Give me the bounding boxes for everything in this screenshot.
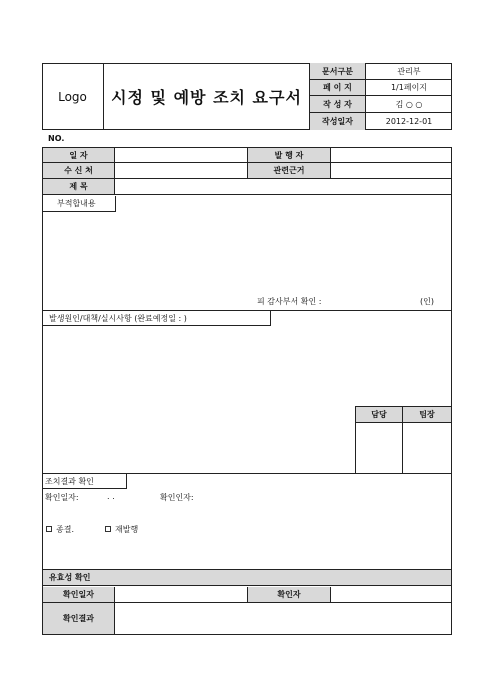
meta-label-author: 작 성 자 bbox=[310, 96, 366, 113]
nonconformity-tab: 부적합내용 bbox=[43, 196, 116, 212]
recur-checkbox[interactable] bbox=[105, 526, 111, 532]
basis-field[interactable] bbox=[331, 163, 451, 179]
validity-confirmer-label: 확인자 bbox=[247, 587, 331, 603]
recur-checkbox-label: 재발행 bbox=[115, 525, 139, 534]
date-field[interactable] bbox=[115, 148, 247, 163]
sign-leader-field[interactable] bbox=[403, 423, 451, 473]
close-checkbox[interactable] bbox=[46, 526, 52, 532]
recipient-label: 수 신 처 bbox=[43, 163, 115, 179]
validity-confirmer-field[interactable] bbox=[331, 587, 451, 603]
result-confirm-date-label: 확인일자: bbox=[45, 493, 79, 502]
issuer-label: 발 행 자 bbox=[247, 148, 331, 163]
auditee-seal-label: (인) bbox=[420, 297, 434, 306]
meta-value-page: 1/1페이지 bbox=[366, 80, 452, 96]
date-label: 일 자 bbox=[43, 148, 115, 163]
cause-tab: 발생원인/대책/실시사항 (완료예정일 : ) bbox=[43, 311, 271, 326]
meta-value-date: 2012-12-01 bbox=[385, 117, 433, 126]
logo-cell bbox=[42, 63, 104, 130]
subject-field[interactable] bbox=[115, 179, 451, 195]
auditee-confirm-label: 피 감사부서 확인 : bbox=[257, 297, 322, 306]
close-checkbox-label: 종결. bbox=[56, 525, 74, 534]
validity-date-field[interactable] bbox=[115, 587, 247, 603]
meta-label-date: 작성일자 bbox=[310, 113, 366, 130]
nonconformity-content[interactable] bbox=[43, 212, 451, 296]
meta-value-doc-type: 관리부 bbox=[366, 63, 452, 80]
doc-number-label: NO. bbox=[48, 134, 65, 143]
validity-section-title: 유효성 확인 bbox=[43, 570, 451, 586]
logo-text: Logo bbox=[58, 89, 87, 104]
meta-label-doc-type: 문서구분 bbox=[310, 63, 366, 80]
meta-label-page: 페 이 지 bbox=[310, 80, 366, 96]
sign-manager-label: 담당 bbox=[356, 407, 403, 423]
validity-result-field[interactable] bbox=[115, 603, 451, 634]
validity-date-label: 확인일자 bbox=[43, 587, 115, 603]
result-confirmer-label: 확인인자: bbox=[160, 493, 194, 502]
title-cell bbox=[104, 63, 310, 130]
result-tab: 조치결과 확인 bbox=[43, 474, 127, 489]
recipient-field[interactable] bbox=[115, 163, 247, 179]
cause-content[interactable] bbox=[43, 326, 451, 406]
sign-leader-label: 팀장 bbox=[403, 407, 451, 423]
validity-result-label: 확인결과 bbox=[43, 603, 115, 634]
result-date-dots: . . bbox=[107, 492, 115, 501]
meta-value-author: 김 ○ ○ bbox=[366, 96, 452, 113]
basis-label: 관련근거 bbox=[247, 163, 331, 179]
page-title: 시정 및 예방 조치 요구서 bbox=[111, 88, 302, 107]
sign-manager-field[interactable] bbox=[356, 423, 403, 473]
subject-label: 제 목 bbox=[43, 179, 115, 195]
issuer-field[interactable] bbox=[331, 148, 451, 163]
